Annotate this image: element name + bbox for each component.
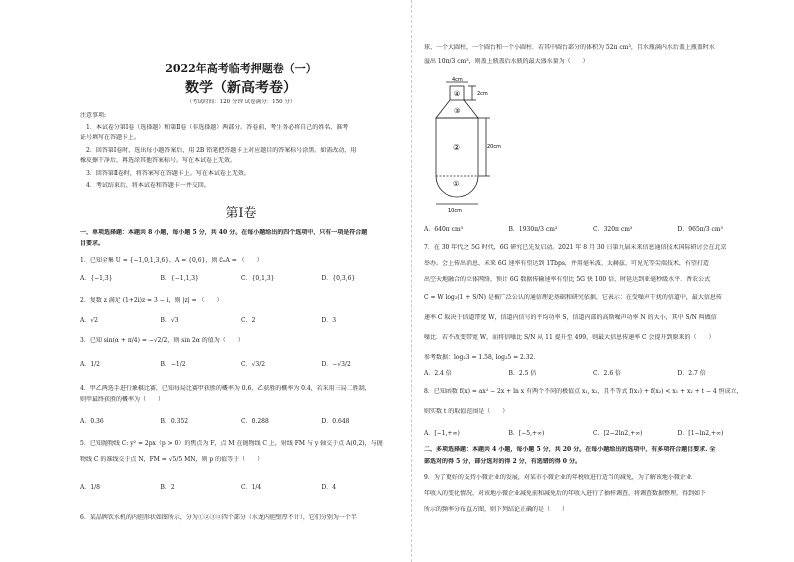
question-5-options: [80, 484, 402, 491]
question-3: 3．已知 sin(α + π/4) = −√2/2，则 sin 2α 的值为（ ）: [80, 337, 244, 344]
option: B．1930π/3 cm³: [508, 226, 558, 233]
question-2: 2．复数 z 满足 (1+2i)z = 3 − i，则 |z| = （ ）: [80, 297, 223, 304]
question-2-options: [80, 317, 402, 324]
option: D．[1−ln2,+∞): [677, 430, 724, 437]
part2-heading-cont: 部选对的得 5 分，部分选对的得 2 分，有选错的得 0 分。: [424, 458, 582, 465]
question-8: 8．已知函数 f(x) = ax² − 2x + ln x 有两个不同的极值点 x₁, x₂，且不等式 f(x₁) + f(x₂) < x₁ + x₂ + t − 4 恒成立，: [424, 388, 743, 395]
right-column: [424, 0, 762, 562]
option: B．{−1,1,3}: [160, 275, 199, 282]
question-7-options: [424, 370, 762, 377]
option: C．2: [241, 317, 256, 324]
exam-subject: 数学（新高考卷）: [185, 80, 297, 96]
question-3-options: [80, 361, 402, 368]
note-line: 证号填写在答题卡上。: [80, 134, 141, 141]
option: D．4: [321, 484, 337, 491]
question-7-line: 递率 C 取决于信道带宽 W，信道内信号的平均功率 S，信道内部的高斯噪声功率 N 的大小，其中 S/N 叫做信: [424, 314, 717, 321]
option: D．2.7 倍: [677, 370, 706, 377]
left-column: [80, 0, 402, 562]
option: D．{0,3,6}: [321, 275, 356, 282]
question-4: 4．甲乙两选手进行象棋比赛，已知每局比赛甲获胜的概率为 0.6，乙获胜的概率为 0.4，若采用三局二胜制，: [80, 385, 371, 392]
part-1-label: ①: [453, 180, 460, 188]
option: A．[−1,+∞): [424, 430, 460, 437]
exam-meta: （考试时间：120 分钟 试卷满分：150 分）: [186, 99, 296, 105]
option: D．3: [321, 317, 337, 324]
part-3-label: ③: [454, 107, 461, 115]
notes-heading: 注意事项:: [80, 112, 107, 119]
option: C．1/4: [241, 484, 262, 491]
option: D．−√3/2: [321, 361, 351, 368]
question-5: 5．已知抛物线 C: y² = 2px（p > 0）的焦点为 F，点 M 在抛物线 C 上，射线 FM 与 y 轴交于点 A(0,2)，与抛: [80, 440, 383, 447]
question-6-options: [424, 226, 762, 233]
dim-top-label: 4cm: [452, 77, 463, 83]
question-4-cont: 则甲最终获胜的概率为（ ）: [80, 396, 165, 403]
part2-heading: 二、多项选择题：本题共 4 小题，每小题 5 分，共 20 分。在每小题给出的选项中，有多项符合题目要求. 全: [424, 446, 716, 453]
part-2-label: ②: [453, 143, 461, 152]
note-line: 1．本试卷分第Ⅰ卷（选择题）和第Ⅱ卷（非选择题）两部分。答卷前，考生务必将自己的姓名、准考: [86, 124, 349, 131]
question-7-line: C = W log₂(1 + S/N) 是被广泛公认的通信理论基础和研究依据，它表示：在受噪声干扰的信道中，最大信息传: [424, 294, 722, 301]
option: D．965π/3 cm³: [677, 226, 723, 233]
option: B．√3: [160, 317, 179, 324]
question-7-reference: 参考数据：log₂3 = 1.58, log₂5 = 2.32．: [424, 354, 540, 361]
question-6: 6．某品牌饮水机的内胆形状如图所示，分为①②③④四个部分（水龙内胆壁厚不计），它们分别为一个半: [80, 514, 357, 521]
option: A．√2: [80, 317, 98, 324]
question-9-line: 年收入的变化情况，对该地小微企业减免前和减免后的年收入进行了抽样调查，将调查数据整理，得到如下: [424, 490, 707, 497]
question-7-line: 噪比．若不改变带宽 W，而将信噪比 S/N 从 11 提升至 499，则最大信息传递率 C 会提升到原来的（ ）: [424, 334, 715, 341]
question-8-options: [424, 430, 762, 437]
note-line: 3．回答第Ⅱ卷时，将答案写在答题卡上。写在本试卷上无效。: [86, 170, 250, 177]
question-1: 1．已知全集 U = {−1,0,1,3,6}，A = {0,6}，则 ∁ᵤA = （ ）: [80, 257, 263, 264]
part-4-label: ④: [454, 90, 461, 98]
option: A．640π cm³: [424, 226, 464, 233]
question-6-cont2: 溢出 10π/3 cm³，则盖上瓶盖后水瓶的最大盛水量为（ ）: [424, 58, 589, 65]
question-9-line: 9．为了更好的支持小微企业的发展，对某市小微企业的年税收进行适当的减免，为了解该地小微企业: [424, 474, 692, 481]
question-7-line: 出空天地融合的立体网络，预计 6G 数据传输速率有望比 5G 快 100 倍，时延达到亚毫秒级水平．香农公式: [424, 276, 711, 283]
note-line: 2．回答第Ⅰ卷时，选出每小题答案后，用 2B 铅笔把答题卡上对应题目的答案标号涂黑。如需改动，用: [86, 147, 357, 154]
question-9-line: 所示的频率分布直方图，则下列结论正确的是（ ）: [424, 506, 569, 513]
option: C．√3/2: [241, 361, 266, 368]
option: B．2: [160, 484, 175, 491]
option: B．0.352: [160, 418, 189, 425]
note-line: 4．考试结束后，将本试卷和答题卡一并交回。: [86, 182, 210, 189]
section-title: 第Ⅰ卷: [225, 206, 257, 221]
option: C．320π cm³: [593, 226, 633, 233]
part1-heading-cont: 目要求。: [80, 240, 105, 247]
option: B．−1/2: [160, 361, 186, 368]
dim-large-cylinder-label: 20cm: [487, 144, 501, 150]
question-7-line: 7．在 30 年代之 5G 时代，6G 研究已先发启动。2021 年 8 月 30 日第九届未来信息通信技术国际研讨会在北京: [424, 244, 727, 251]
question-1-options: [80, 275, 402, 282]
exam-title: 2022年高考临考押题卷（一）: [165, 62, 317, 75]
option: A．2.4 倍: [424, 370, 452, 377]
column-divider: [411, 0, 412, 562]
question-6-cont: 球、一个大圆柱，一个圆台和一个小圆柱．若其中圆台部分的体积为 52π cm³，且水瓶满内水后盖上瓶盖时水: [424, 44, 715, 51]
option: D．0.648: [321, 418, 350, 425]
question-5-cont: 物线 C 的准线交于点 N，FM = √5/5 MN，则 p 的值等于（ ）: [80, 456, 264, 463]
question-4-options: [80, 418, 402, 425]
option: C．0.288: [241, 418, 269, 425]
option: B．[−5,+∞): [508, 430, 545, 437]
dim-small-cylinder-label: 2cm: [477, 91, 488, 97]
option: C．{0,1,3}: [241, 275, 275, 282]
option: A．1/2: [80, 361, 100, 368]
water-tank-figure: [428, 76, 504, 221]
option: B．2.5 倍: [508, 370, 537, 377]
option: A．0.36: [80, 418, 104, 425]
option: A．1/8: [80, 484, 100, 491]
dim-bottom-label: 10cm: [448, 208, 462, 214]
option: C．[2−2ln2,+∞): [593, 430, 643, 437]
part1-heading: 一、单项选择题：本题共 8 小题，每小题 5 分，共 40 分。在每小题给出的四个选项中，只有一项是符合题: [80, 229, 368, 236]
question-8-cont: 则实数 t 的取值范围是（ ）: [424, 408, 509, 415]
question-7-line: 举办。会上传出消息，未来 6G 速率有望达到 1Tbps，并用毫米波、太赫兹、可见光等尖端技术，有望打造: [424, 260, 709, 267]
option: C．2.6 倍: [593, 370, 622, 377]
note-line: 橡皮擦干净后，再选涂其他答案标号。写在本试卷上无效。: [80, 157, 237, 164]
option: A．{−1,3}: [80, 275, 113, 282]
